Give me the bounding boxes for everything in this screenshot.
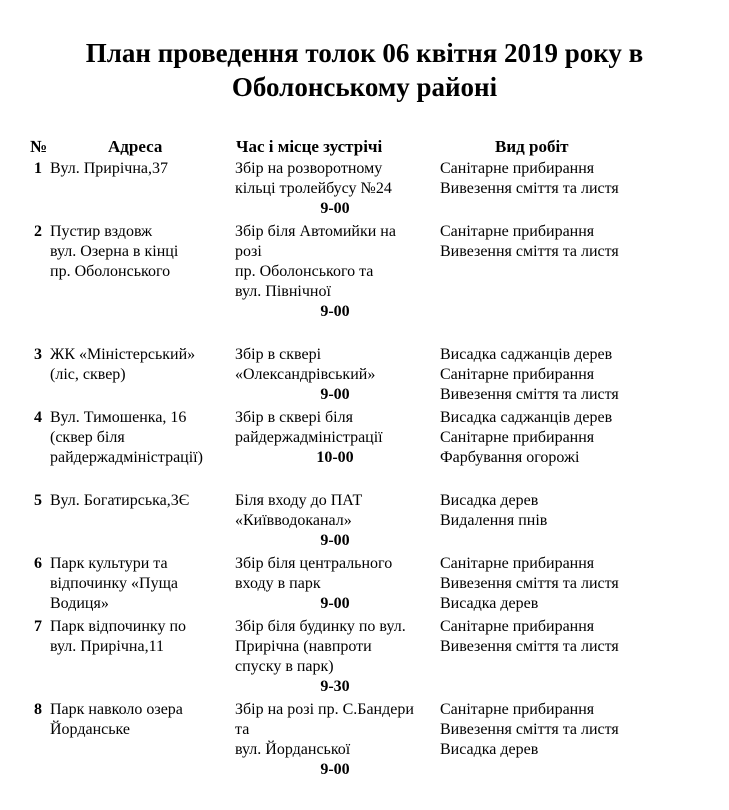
header-work-type: Вид робіт <box>495 137 569 156</box>
table-row <box>0 554 729 617</box>
row-number: 5 <box>34 492 42 509</box>
row-time-place <box>235 345 430 405</box>
cell-line: Біля входу до ПАТ <box>235 492 363 509</box>
cell-line: Вивезення сміття та листя <box>440 575 619 592</box>
cell-line: 9-00 <box>320 532 350 549</box>
cell-line: вул. Прирічна,11 <box>50 638 164 655</box>
table-row <box>0 222 729 345</box>
title-line-1: План проведення толок 06 квітня 2019 року в <box>85 38 644 68</box>
cell-line: райдержадміністрації) <box>50 449 203 466</box>
cell-line: Висадка саджанців дерев <box>440 346 613 363</box>
cell-line: Вул. Тимошенка, 16 <box>50 409 187 426</box>
header-number: № <box>30 137 48 156</box>
cell-line: Збір біля будинку по вул. <box>235 618 406 635</box>
row-time-place <box>235 554 430 614</box>
row-number: 6 <box>34 555 42 572</box>
row-time-place <box>235 159 430 219</box>
cell-line: Санітарне прибирання <box>440 701 595 718</box>
cell-line: Санітарне прибирання <box>440 366 595 383</box>
cell-line: Санітарне прибирання <box>440 160 595 177</box>
row-work-type <box>440 617 725 657</box>
cell-line: Висадка дерев <box>440 492 539 509</box>
row-work-type <box>440 491 725 531</box>
cell-line: Парк відпочинку по <box>50 618 186 635</box>
row-address <box>50 408 228 468</box>
table-row <box>0 617 729 700</box>
cell-line: 9-00 <box>320 200 350 217</box>
cell-line: «Київводоканал» <box>235 512 352 529</box>
cell-line: Збір в сквері біля <box>235 409 353 426</box>
cell-line: Вивезення сміття та листя <box>440 638 619 655</box>
row-address <box>50 222 228 282</box>
row-number: 8 <box>34 701 42 718</box>
cell-line: райдержадміністрації <box>235 429 383 446</box>
cell-line: розі <box>235 243 262 260</box>
cell-line: вул. Озерна в кінці <box>50 243 179 260</box>
row-work-type <box>440 554 725 614</box>
row-number: 4 <box>34 409 42 426</box>
cell-line: Водиця» <box>50 595 109 612</box>
row-work-type <box>440 408 725 468</box>
cell-line: вул. Йорданської <box>235 741 351 758</box>
row-work-type <box>440 700 725 760</box>
row-number: 2 <box>34 223 42 240</box>
cell-line: Парк навколо озера <box>50 701 183 718</box>
table-row <box>0 408 729 491</box>
cell-line: входу в парк <box>235 575 321 592</box>
cell-line: Вивезення сміття та листя <box>440 386 619 403</box>
cell-line: 9-30 <box>320 678 350 695</box>
title-line-2: Оболонському районі <box>231 72 498 102</box>
cell-line: пр. Оболонського та <box>235 263 374 280</box>
cell-line: Санітарне прибирання <box>440 618 595 635</box>
cell-line: «Олександрівський» <box>235 366 376 383</box>
row-time-place <box>235 617 430 697</box>
table-header <box>0 136 729 158</box>
cell-line: Пустир вздовж <box>50 223 153 240</box>
table-row <box>0 345 729 408</box>
cell-line: Санітарне прибирання <box>440 223 595 240</box>
cell-line: спуску в парк) <box>235 658 334 675</box>
row-address <box>50 491 228 511</box>
row-work-type <box>440 222 725 262</box>
cell-line: та <box>235 721 250 738</box>
cell-line: (ліс, сквер) <box>50 366 126 383</box>
cell-line: Збір в сквері <box>235 346 322 363</box>
cell-line: 9-00 <box>320 386 350 403</box>
cell-line: відпочинку «Пуща <box>50 575 178 592</box>
row-address <box>50 554 228 614</box>
cell-line: Вивезення сміття та листя <box>440 180 619 197</box>
cell-line: Збір на розі пр. С.Бандери <box>235 701 414 718</box>
cell-line: Збір біля центрального <box>235 555 393 572</box>
cell-line: Висадка саджанців дерев <box>440 409 613 426</box>
table-body <box>0 159 729 783</box>
header-address: Адреса <box>108 137 163 156</box>
row-number: 7 <box>34 618 42 635</box>
cell-line: Вивезення сміття та листя <box>440 243 619 260</box>
cell-line: Збір біля Автомийки на <box>235 223 396 240</box>
cell-line: 9-00 <box>320 761 350 778</box>
row-work-type <box>440 159 725 199</box>
row-address <box>50 617 228 657</box>
row-time-place <box>235 408 430 468</box>
cell-line: Видалення пнів <box>440 512 548 529</box>
cell-line: Санітарне прибирання <box>440 429 595 446</box>
cell-line: 9-00 <box>320 595 350 612</box>
cell-line: Йорданське <box>50 721 131 738</box>
header-time-place: Час і місце зустрічі <box>236 137 383 156</box>
row-work-type <box>440 345 725 405</box>
row-address <box>50 345 228 385</box>
cell-line: (сквер біля <box>50 429 125 446</box>
cell-line: пр. Оболонського <box>50 263 171 280</box>
row-number: 1 <box>34 160 42 177</box>
cell-line: вул. Північної <box>235 283 331 300</box>
row-address <box>50 159 228 179</box>
cell-line: Збір на розворотному <box>235 160 383 177</box>
cell-line: 9-00 <box>320 303 350 320</box>
row-address <box>50 700 228 740</box>
cell-line: кільці тролейбусу №24 <box>235 180 392 197</box>
row-time-place <box>235 700 430 780</box>
cell-line: Вул. Богатирська,3Є <box>50 492 190 509</box>
cell-line: Висадка дерев <box>440 595 539 612</box>
cell-line: Прирічна (навпроти <box>235 638 372 655</box>
row-time-place <box>235 491 430 551</box>
cell-line: Висадка дерев <box>440 741 539 758</box>
cell-line: Фарбування огорожі <box>440 449 580 466</box>
table-row <box>0 159 729 222</box>
cell-line: Вул. Прирічна,37 <box>50 160 169 177</box>
cell-line: Парк культури та <box>50 555 168 572</box>
table-row <box>0 700 729 783</box>
table-row <box>0 491 729 554</box>
page-title <box>0 36 729 104</box>
cell-line: Вивезення сміття та листя <box>440 721 619 738</box>
row-time-place <box>235 222 430 322</box>
row-number: 3 <box>34 346 42 363</box>
cell-line: Санітарне прибирання <box>440 555 595 572</box>
cell-line: 10-00 <box>316 449 354 466</box>
cell-line: ЖК «Міністерський» <box>50 346 196 363</box>
